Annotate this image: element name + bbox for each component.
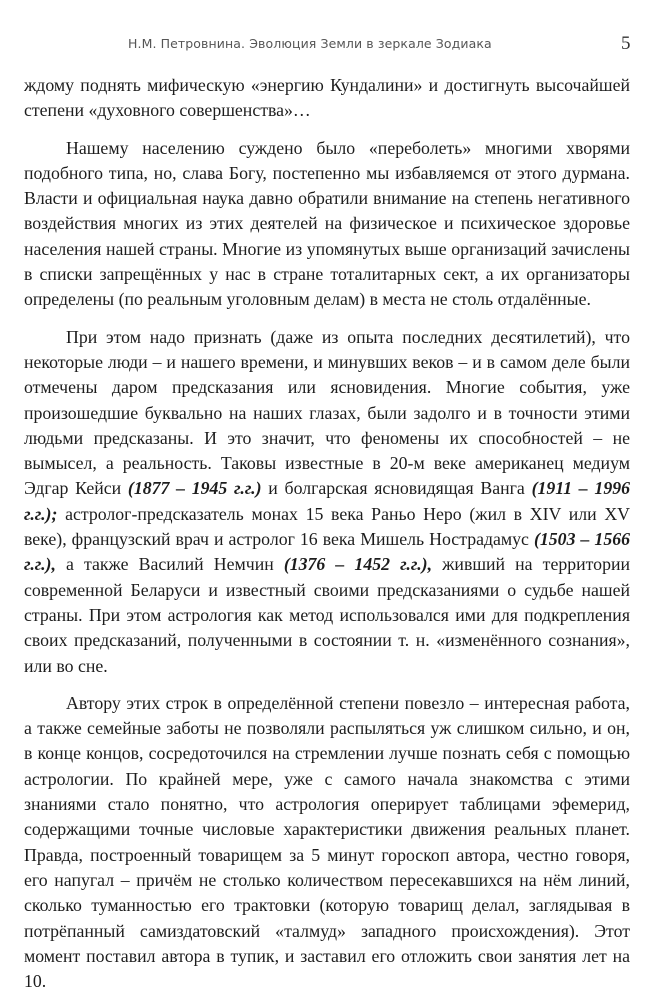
dates-nemchin: (1376 – 1452 г.г.), [283,554,433,575]
dates-vanga: (1911 – 1996 г.г.); [24,478,630,524]
paragraph-3 [24,325,630,679]
paragraph-text: а также Василий Немчин [55,554,284,575]
paragraph-1 [24,73,630,124]
paragraph-2 [24,136,630,313]
paragraph-text: астролог-предсказатель монах 15 века Раньо Неро (жил в XIV или XV веке), французский врач и астролог 16 века Мишель Нострадамус [24,503,630,550]
dates-cayce: (1877 – 1945 г.г.) [127,478,262,499]
text-body [24,73,630,994]
paragraph-text: живший на территории современной Беларуси и известный своими предсказаниями о судьбе нашей страны. При этом астрология как метод использовался ими для подкрепления своих предсказаний, полученными в состоянии т. н. «изменённого сознания», или во сне. [24,554,630,676]
paragraph-text: ждому поднять мифическую «энергию Кундалини» и достигнуть высочайшей степени «духовного совершенства»… [24,75,630,121]
paragraph-4 [24,691,630,995]
paragraph-text: Нашему населению суждено было «переболеть» многими хворями подобного типа, но, слава Богу, постепенно мы избавляемся от этого дурмана. Власти и официальная наука давно обратили внимание на степень негативного воздействия многих из этих деятелей на физическое и психическое здоровье населения нашей страны. Многие из упомянутых выше организаций зачислены в списки запрещённых у нас в стране тоталитарных сект, а их организаторы определены (по реальным уголовным делам) в места не столь отдалённые. [24,137,630,310]
page-header [0,34,648,56]
paragraph-text: При этом надо признать (даже из опыта последних десятилетий), что некоторые люди – и нашего времени, и минувших веков – и в самом деле были отмечены даром предсказания или ясновидения. Многие события, уже произошедшие буквально на наших глазах, были задолго и в точности этими людьми предсказаны. И это значит, что феномены их способностей – не вымысел, а реальность. Таковы известные в 20-м веке американец медиум Эдгар Кейси [24,326,630,499]
dates-nostradamus: (1503 – 1566 г.г.), [24,529,630,575]
paragraph-text: Автору этих строк в определённой степени повезло – интересная работа, а также семейные заботы не позволяли распыляться уж слишком сильно, и он, в конце концов, сосредоточился на стремлении лучше познать себя с помощью астрологии. По крайней мере, уже с самого начала знакомства с этими знаниями стало понятно, что астрология оперирует таблицами эфемерид, содержащими точные числовые характеристики движения реальных планет. Правда, построенный товарищем за 5 минут гороскоп автора, честно говоря, его напугал – причём не столько количеством пересекавшихся на нём линий, сколько туманностью его трактовки (которую товарищ делал, заглядывая в потрёпанный самиздатовский «талмуд» западного происхождения). Этот момент поставил автора в тупик, и заставил его отложить свои занятия лет на 10. [24,692,630,992]
running-title: Н.М. Петровнина. Эволюция Земли в зеркале Зодиака [128,36,492,51]
paragraph-text: и болгарская ясновидящая Ванга [261,478,532,499]
page-number: 5 [621,33,631,54]
